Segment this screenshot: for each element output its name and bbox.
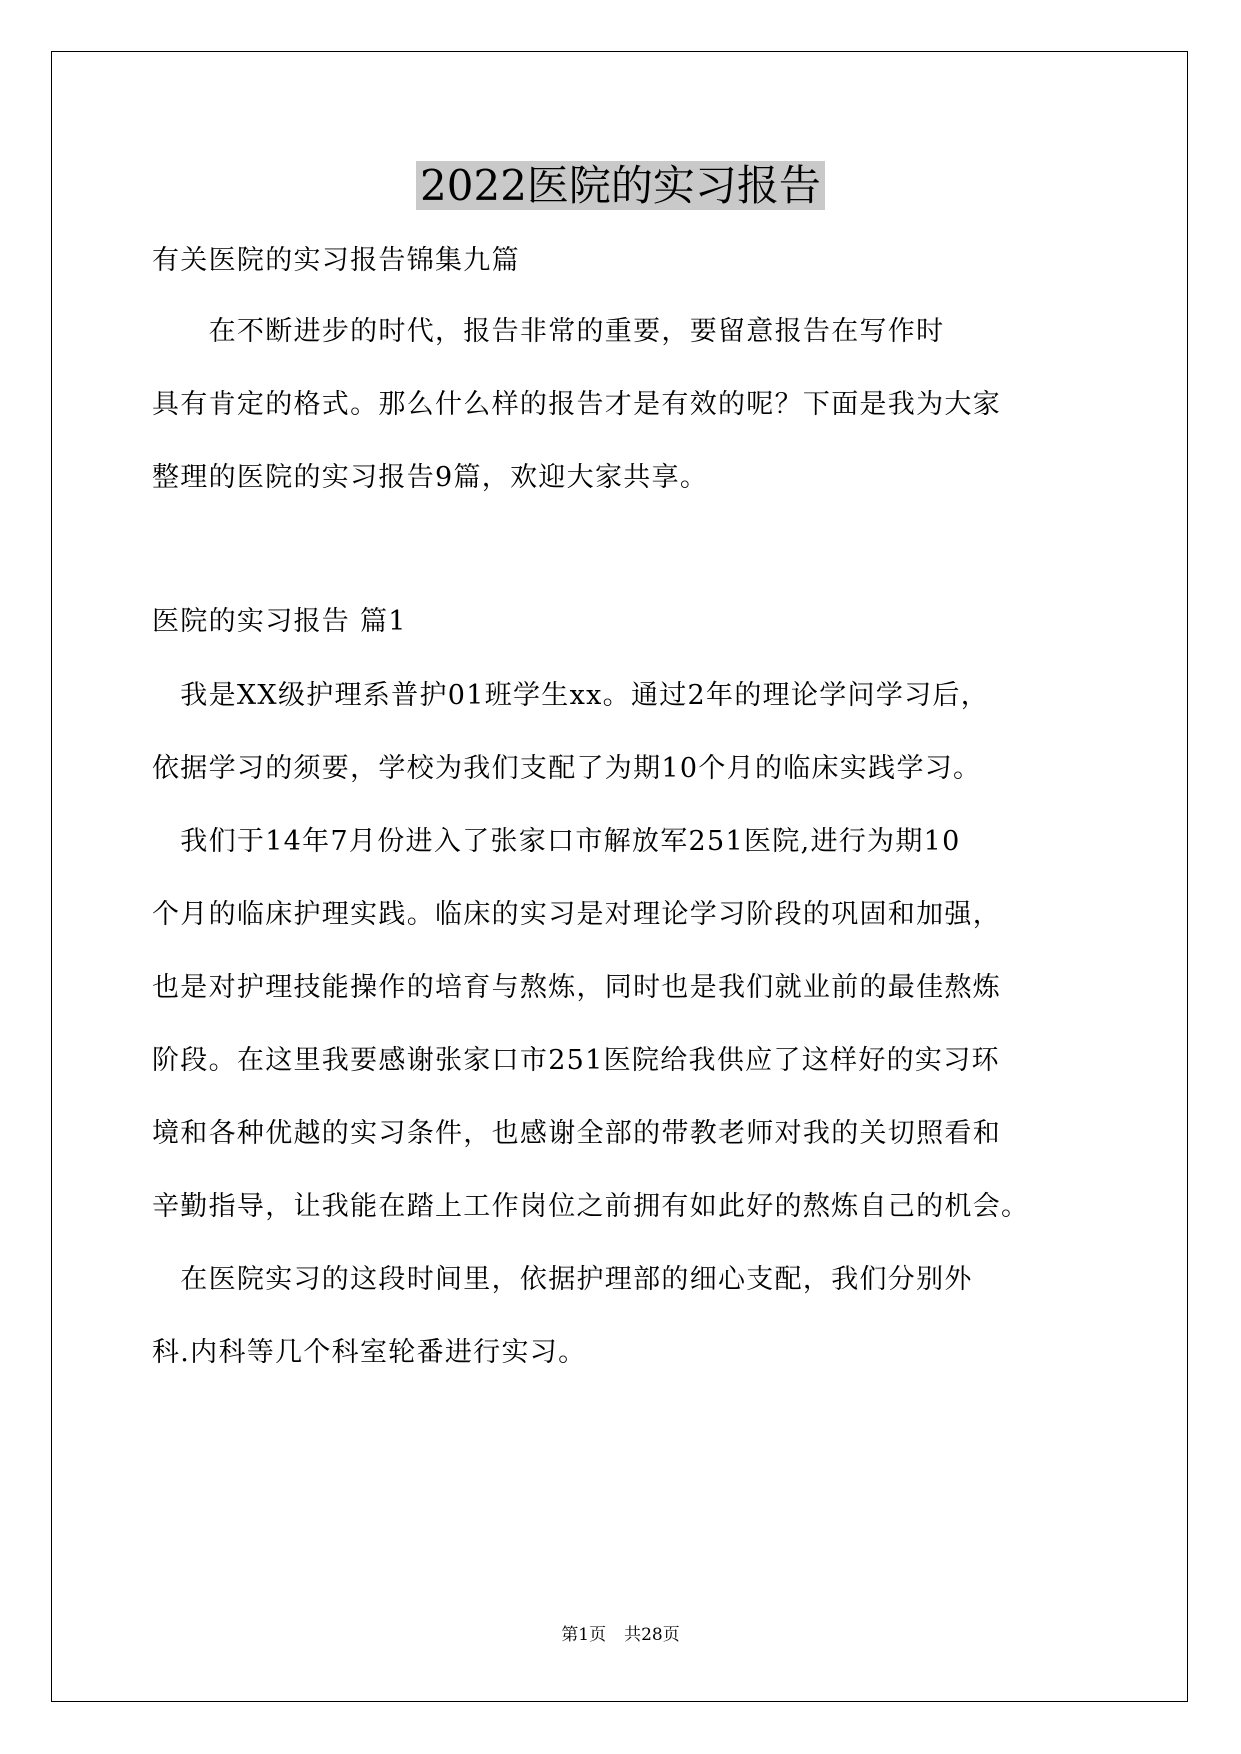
paragraph-line: 辛勤指导，让我能在踏上工作岗位之前拥有如此好的熬炼自己的机会。 xyxy=(152,1191,1030,1222)
document-title xyxy=(0,158,1241,214)
page-border xyxy=(51,51,1188,1702)
document-title-text: 2022医院的实习报告 xyxy=(416,161,825,210)
paragraph-line: 科.内科等几个科室轮番进行实习。 xyxy=(152,1337,587,1368)
paragraph-line: 境和各种优越的实习条件，也感谢全部的带教老师对我的关切照看和 xyxy=(152,1118,1001,1149)
paragraph-line: 具有肯定的格式。那么什么样的报告才是有效的呢？下面是我为大家 xyxy=(152,389,1001,420)
page-total: 共28页 xyxy=(624,1625,680,1645)
paragraph-line: 我们于14年7月份进入了张家口市解放军251医院,进行为期10 xyxy=(152,826,961,857)
paragraph-line: 依据学习的须要，学校为我们支配了为期10个月的临床实践学习。 xyxy=(152,753,982,784)
paragraph-line: 阶段。在这里我要感谢张家口市251医院给我供应了这样好的实习环 xyxy=(152,1045,1000,1076)
document-subtitle: 有关医院的实习报告锦集九篇 xyxy=(152,245,520,276)
paragraph-line: 在不断进步的时代，报告非常的重要，要留意报告在写作时 xyxy=(152,316,945,347)
paragraph-line: 在医院实习的这段时间里，依据护理部的细心支配，我们分别外 xyxy=(152,1264,973,1295)
section-heading: 医院的实习报告 篇1 xyxy=(152,606,407,637)
page-footer xyxy=(0,1623,1241,1647)
paragraph-line: 个月的临床护理实践。临床的实习是对理论学习阶段的巩固和加强， xyxy=(152,899,1001,930)
paragraph-line: 整理的医院的实习报告9篇，欢迎大家共享。 xyxy=(152,462,709,493)
paragraph-line: 也是对护理技能操作的培育与熬炼，同时也是我们就业前的最佳熬炼 xyxy=(152,972,1001,1003)
paragraph-line: 我是XX级护理系普护01班学生xx。通过2年的理论学问学习后， xyxy=(152,680,990,711)
page-number: 第1页 xyxy=(561,1625,607,1645)
